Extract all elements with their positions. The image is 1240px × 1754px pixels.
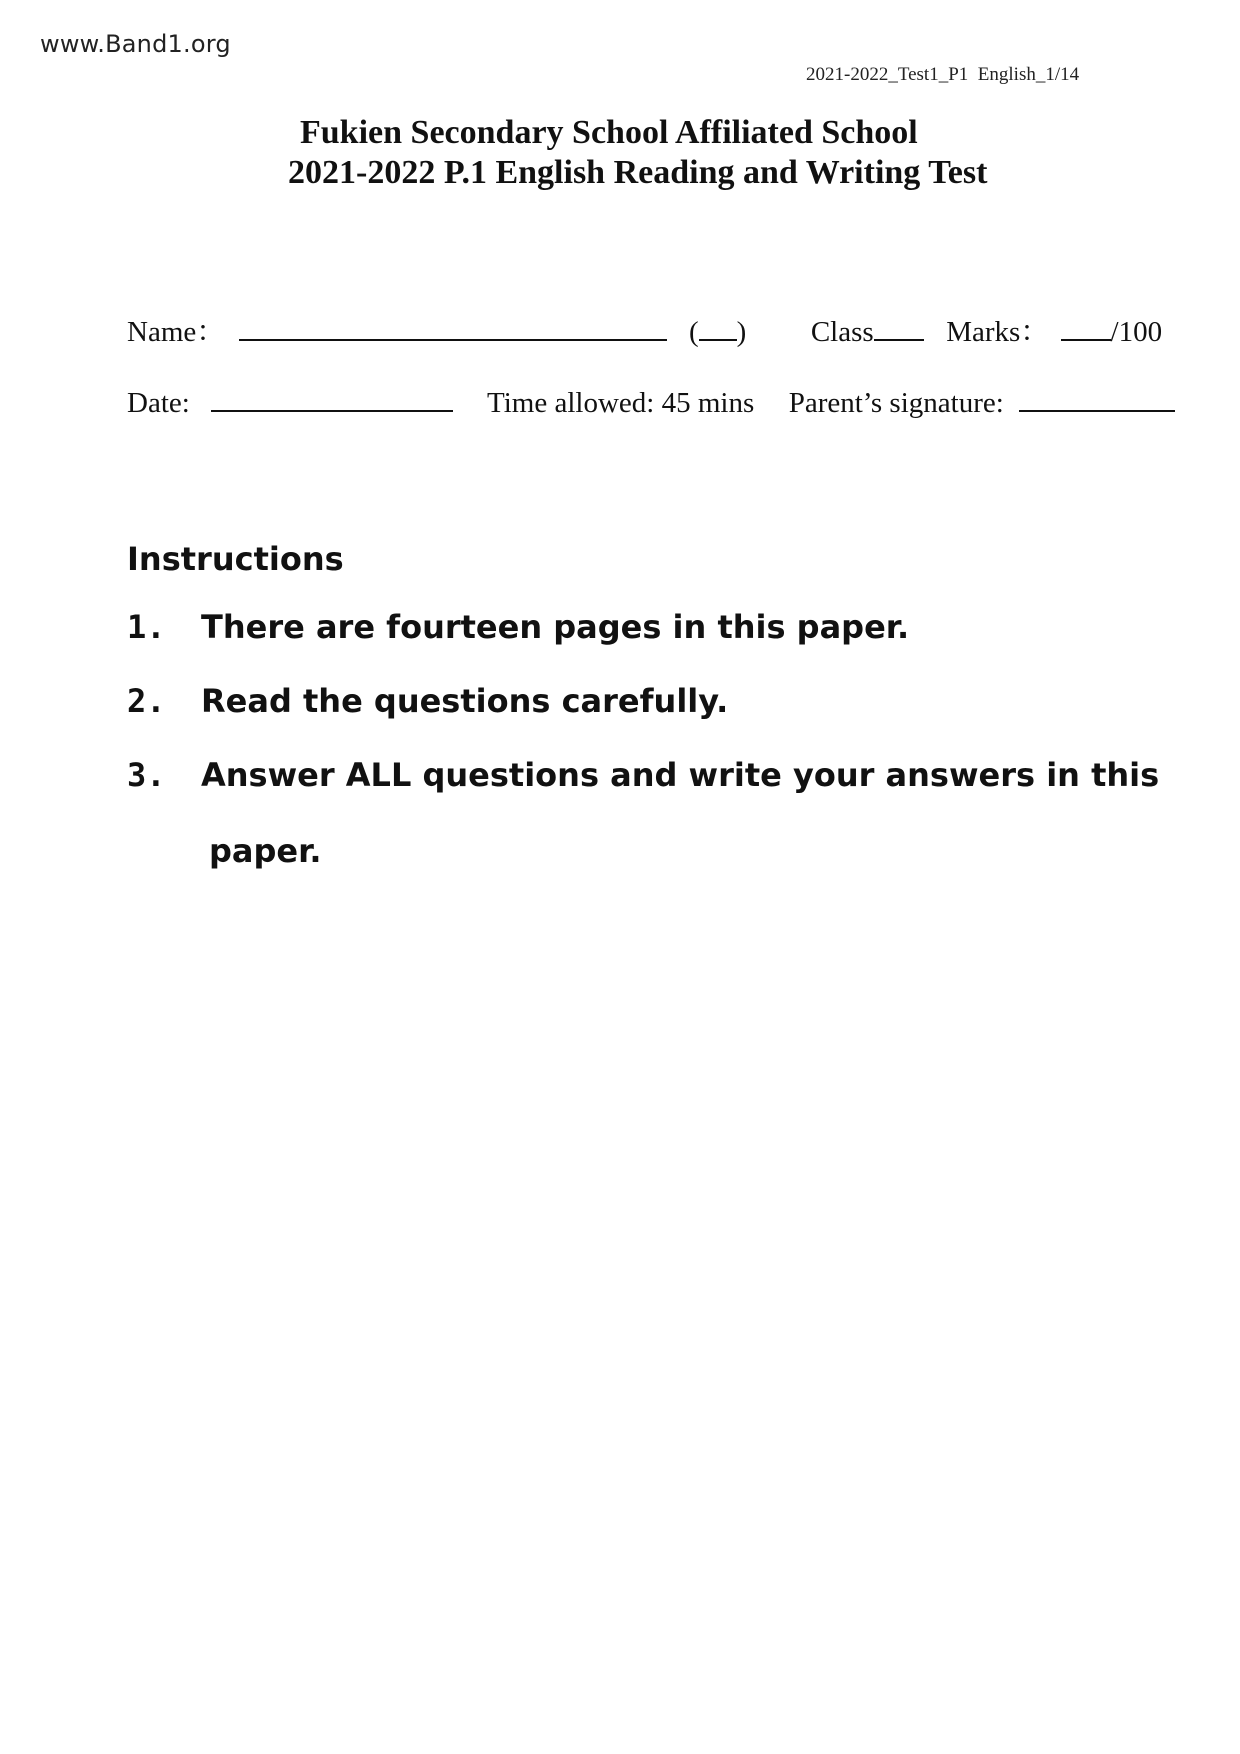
instruction-item [127,608,910,682]
instruction-number: 1. [127,608,166,646]
page-code: 2021-2022_Test1_P1 English_1/14 [806,64,1080,85]
instruction-text: Read the questions carefully. [201,682,729,720]
instruction-text: There are fourteen pages in this paper. [201,608,910,646]
class-number-open: ( [689,316,699,348]
marks-blank[interactable] [1061,313,1111,341]
class-label: Class [810,316,874,348]
name-blank[interactable] [239,313,667,341]
test-title: 2021-2022 P.1 English Reading and Writing Test [288,154,988,191]
marks-total: /100 [1110,316,1163,348]
instructions-heading: Instructions [127,540,344,578]
marks-label: Marks： [946,316,1050,348]
signature-blank[interactable] [1019,384,1175,412]
name-label: Name： [127,316,226,348]
watermark-url: www.Band1.org [40,30,231,58]
signature-label: Parent’s signature: [788,387,1004,419]
date-info-row [127,384,1175,420]
class-blank[interactable] [874,313,924,341]
time-allowed: Time allowed: 45 mins [487,387,755,419]
instruction-continuation: paper. [209,832,322,870]
date-label: Date: [127,387,190,419]
class-number-close: ) [736,316,747,348]
class-number-blank[interactable] [699,313,737,341]
instruction-item [127,682,729,756]
instruction-item [127,756,1160,870]
instruction-number: 3. [127,756,166,794]
date-blank[interactable] [211,384,453,412]
instructions-section [127,540,1160,870]
instruction-number: 2. [127,682,166,720]
school-name-title: Fukien Secondary School Affiliated School [300,114,918,151]
student-info-row [127,309,1162,350]
instruction-text: Answer ALL questions and write your answers in this [201,756,1160,794]
